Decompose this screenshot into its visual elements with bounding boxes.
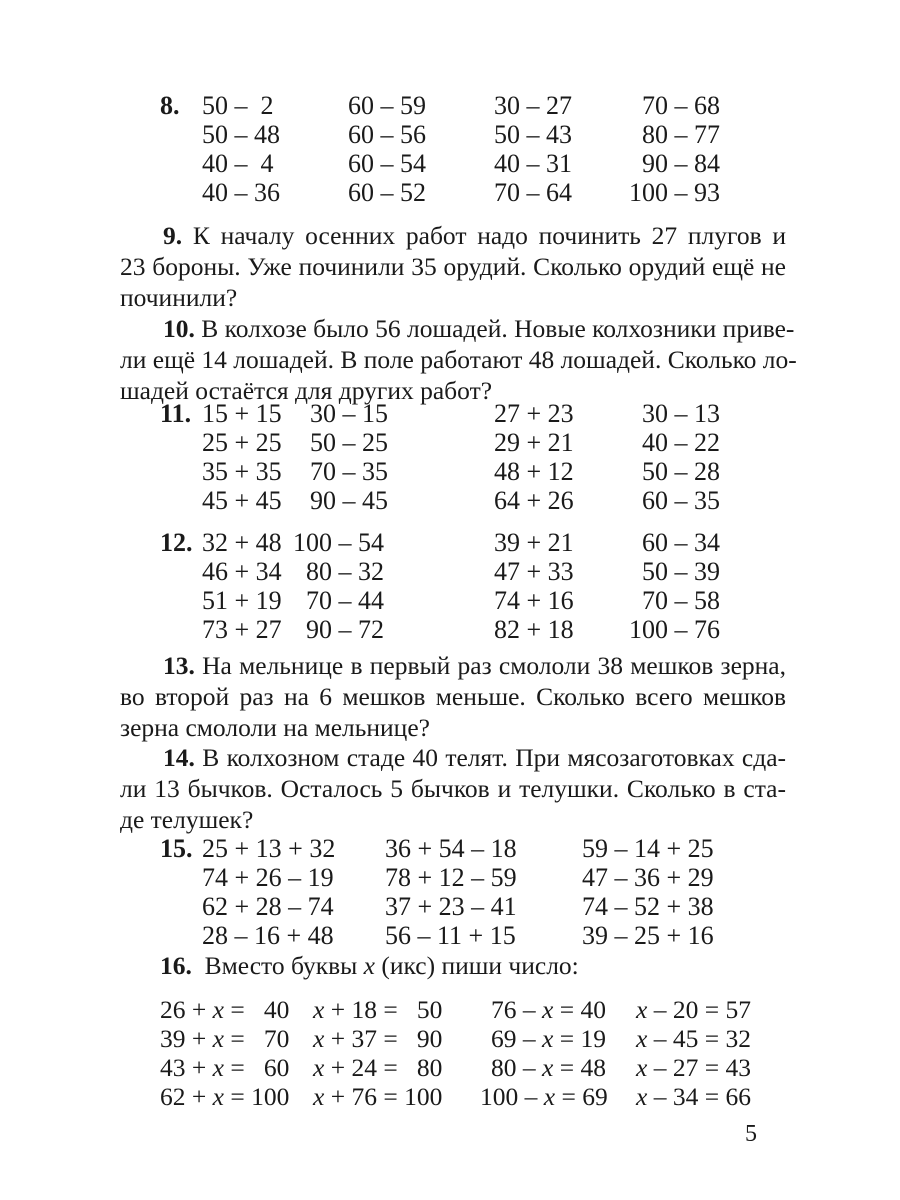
expression: 47 – 36 + 29 <box>582 863 714 892</box>
task-16-row <box>0 1024 900 1053</box>
equation: 26 + x = 40 <box>160 995 290 1024</box>
task-16-row <box>0 1053 900 1082</box>
expression: 39 + 21 <box>494 528 574 557</box>
expression: 60 – 35 <box>642 486 720 515</box>
expression: 50 – 25 <box>310 428 388 457</box>
task-16-text: (икс) пиши число: <box>375 951 579 980</box>
task-9-line: починили? <box>120 283 238 312</box>
expression: 37 + 23 – 41 <box>385 892 517 921</box>
expression: 78 + 12 – 59 <box>385 863 517 892</box>
equation: 43 + x = 60 <box>160 1053 290 1082</box>
expression: 100 – 54 <box>293 528 384 557</box>
expression: 70 – 58 <box>642 586 720 615</box>
equation: x + 24 = 80 <box>313 1053 443 1082</box>
task-8-row <box>160 91 760 120</box>
task-11-number: 11. <box>160 399 192 428</box>
task-14-line <box>120 742 786 773</box>
task-11-row <box>160 399 760 428</box>
expression: 90 – 84 <box>642 149 720 178</box>
equation: x – 27 = 43 <box>636 1053 751 1082</box>
task-10-line: шадей остаётся для других работ? <box>120 376 493 405</box>
expression: 50 – 39 <box>642 557 720 586</box>
expression: 30 – 27 <box>494 91 572 120</box>
task-15-number: 15. <box>160 834 193 863</box>
expression: 80 – 32 <box>306 557 384 586</box>
task-10-number: 10. <box>163 314 195 343</box>
equation: 76 – x = 40 <box>491 995 606 1024</box>
page-number: 5 <box>745 1121 757 1147</box>
expression: 60 – 52 <box>348 178 426 207</box>
task-12-number: 12. <box>160 528 193 557</box>
expression: 39 – 25 + 16 <box>582 921 714 950</box>
task-9-number: 9. <box>163 221 183 250</box>
equation: 69 – x = 19 <box>491 1024 606 1053</box>
task-14-text: В колхозном стаде 40 телят. При мясозаготовках сда- <box>202 743 787 772</box>
expression: 50 – 43 <box>494 120 572 149</box>
expression: 100 – 93 <box>629 178 720 207</box>
task-14 <box>120 742 786 835</box>
task-14-number: 14. <box>163 743 195 772</box>
equation: x – 45 = 32 <box>636 1024 751 1053</box>
task-9-line <box>120 220 786 251</box>
task-13-text: На мельнице в первый раз смололи 38 мешков зерна, <box>202 651 787 680</box>
expression: 70 – 44 <box>306 586 384 615</box>
expression: 82 + 18 <box>494 615 574 644</box>
task-10 <box>120 313 797 406</box>
equation: x + 76 = 100 <box>313 1082 443 1111</box>
equation: x + 37 = 90 <box>313 1024 443 1053</box>
expression: 35 + 35 <box>202 457 282 486</box>
task-16-row <box>0 1082 900 1111</box>
task-12-row <box>160 586 760 615</box>
task-15-row <box>160 892 760 921</box>
task-8-row <box>160 149 760 178</box>
task-14-line: ли 13 бычков. Осталось 5 бычков и телушки. Сколько в ста- <box>120 774 786 803</box>
task-15-row <box>160 834 760 863</box>
task-16-text: Вместо буквы <box>204 951 364 980</box>
task-12-row <box>160 557 760 586</box>
task-15 <box>160 834 760 950</box>
expression: 70 – 64 <box>494 178 572 207</box>
task-12-row <box>160 615 760 644</box>
task-13-line <box>120 650 786 681</box>
expression: 56 – 11 + 15 <box>385 921 516 950</box>
task-12-row <box>160 528 760 557</box>
expression: 29 + 21 <box>494 428 574 457</box>
expression: 15 + 15 <box>202 399 282 428</box>
expression: 25 + 13 + 32 <box>202 834 336 863</box>
expression: 40 – 36 <box>202 178 280 207</box>
expression: 40 – 31 <box>494 149 572 178</box>
task-11 <box>160 399 760 515</box>
task-8-row <box>160 120 760 149</box>
task-13-number: 13. <box>163 651 195 680</box>
expression: 25 + 25 <box>202 428 282 457</box>
task-9-text: К началу осенних работ надо починить 27 плугов и <box>192 221 786 250</box>
expression: 90 – 45 <box>310 486 388 515</box>
task-9 <box>120 220 786 313</box>
expression: 27 + 23 <box>494 399 574 428</box>
task-15-row <box>160 863 760 892</box>
task-16-equations <box>0 995 900 1111</box>
expression: 90 – 72 <box>306 615 384 644</box>
expression: 45 + 45 <box>202 486 282 515</box>
expression: 50 – 28 <box>642 457 720 486</box>
expression: 50 – 2 <box>202 91 274 120</box>
task-16-row <box>0 995 900 1024</box>
equation: 80 – x = 48 <box>491 1053 606 1082</box>
expression: 48 + 12 <box>494 457 574 486</box>
expression: 74 + 16 <box>494 586 574 615</box>
task-10-line <box>120 313 795 344</box>
expression: 30 – 15 <box>310 399 388 428</box>
expression: 46 + 34 <box>202 557 282 586</box>
expression: 73 + 27 <box>202 615 282 644</box>
expression: 60 – 34 <box>642 528 720 557</box>
task-16-number: 16. <box>160 951 192 980</box>
task-13-line: зерна смололи на мельнице? <box>120 713 430 742</box>
task-14-line: де телушек? <box>120 805 254 834</box>
expression: 30 – 13 <box>642 399 720 428</box>
expression: 64 + 26 <box>494 486 574 515</box>
equation: x + 18 = 50 <box>313 995 443 1024</box>
expression: 51 + 19 <box>202 586 282 615</box>
task-10-text: В колхозе было 56 лошадей. Новые колхозники приве- <box>201 314 795 343</box>
equation: 39 + x = 70 <box>160 1024 290 1053</box>
task-16-title <box>160 950 579 981</box>
expression: 74 – 52 + 38 <box>582 892 714 921</box>
expression: 40 – 22 <box>642 428 720 457</box>
expression: 59 – 14 + 25 <box>582 834 714 863</box>
task-9-line: 23 бороны. Уже починили 35 орудий. Сколько орудий ещё не <box>120 252 786 281</box>
expression: 62 + 28 – 74 <box>202 892 334 921</box>
task-16-variable: x <box>363 951 375 980</box>
expression: 47 + 33 <box>494 557 574 586</box>
equation: x – 34 = 66 <box>636 1082 751 1111</box>
expression: 80 – 77 <box>642 120 720 149</box>
expression: 60 – 59 <box>348 91 426 120</box>
task-8-number: 8. <box>160 91 180 120</box>
equation: 62 + x = 100 <box>160 1082 290 1111</box>
task-8 <box>160 91 760 207</box>
expression: 32 + 48 <box>202 528 282 557</box>
expression: 74 + 26 – 19 <box>202 863 334 892</box>
equation: 100 – x = 69 <box>480 1082 608 1111</box>
task-8-row <box>160 178 760 207</box>
expression: 28 – 16 + 48 <box>202 921 334 950</box>
task-11-row <box>160 486 760 515</box>
task-15-row <box>160 921 760 950</box>
expression: 36 + 54 – 18 <box>385 834 517 863</box>
task-13-line: во второй раз на 6 мешков меньше. Сколько всего мешков <box>120 682 786 711</box>
expression: 70 – 35 <box>310 457 388 486</box>
equation: x – 20 = 57 <box>636 995 751 1024</box>
task-10-line: ли ещё 14 лошадей. В поле работают 48 лошадей. Сколько ло- <box>120 345 797 374</box>
task-11-row <box>160 428 760 457</box>
expression: 50 – 48 <box>202 120 280 149</box>
task-11-row <box>160 457 760 486</box>
expression: 40 – 4 <box>202 149 274 178</box>
expression: 100 – 76 <box>629 615 720 644</box>
expression: 70 – 68 <box>642 91 720 120</box>
task-12 <box>160 528 760 644</box>
task-13 <box>120 650 786 743</box>
expression: 60 – 54 <box>348 149 426 178</box>
expression: 60 – 56 <box>348 120 426 149</box>
